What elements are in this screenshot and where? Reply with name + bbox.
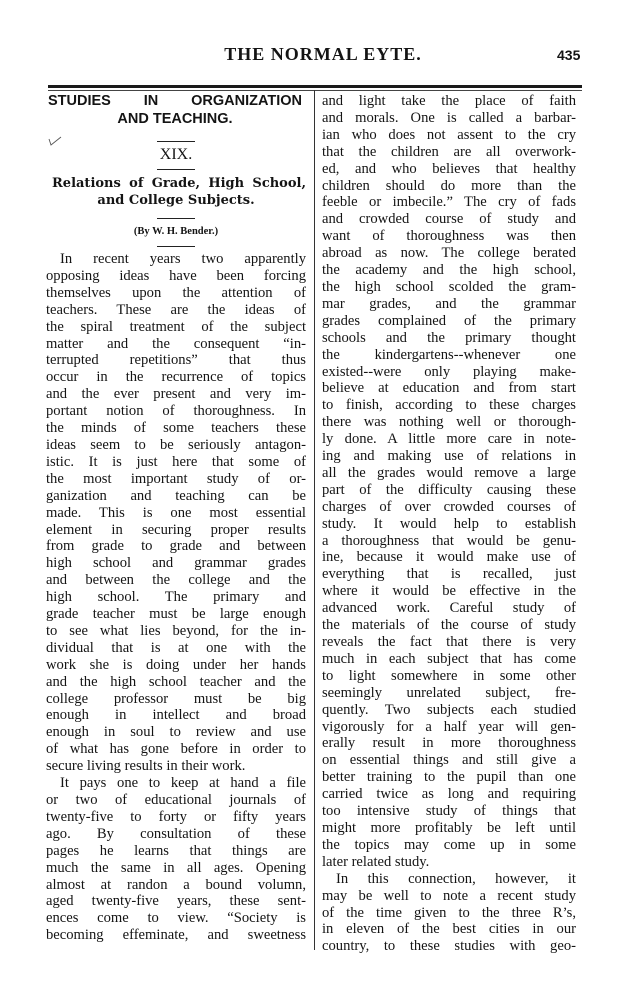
- text-line: quently. Two subjects each studied: [322, 701, 576, 718]
- text-line: of what has gone before in order to: [46, 741, 306, 758]
- text-line: might more profitably be left until: [322, 819, 576, 836]
- text-line: to see what lies beyond, for the in-: [46, 622, 306, 639]
- text-line: the kindergartens--whenever one: [322, 346, 576, 363]
- text-line: In this connection, however, it: [336, 870, 576, 887]
- text-line: to light somewhere in some other: [322, 667, 576, 684]
- text-line: opposing ideas have been forcing: [46, 267, 306, 284]
- left-body-text: [46, 251, 306, 944]
- text-line: the minds of some teachers these: [46, 420, 306, 437]
- article-number: XIX.: [159, 146, 193, 163]
- text-line: ine, because it would make use of: [322, 549, 576, 566]
- text-line: reveals the fact that there is very: [322, 634, 576, 650]
- text-line: better training to the pupil than one: [322, 769, 576, 786]
- text-line: twenty-five to forty or fifty years: [46, 808, 306, 825]
- text-line: ences come to view. “Society is: [46, 910, 306, 927]
- series-title-line1: STUDIES IN ORGANIZATION: [48, 93, 302, 109]
- text-line: want of thoroughness was then: [322, 228, 576, 245]
- text-line: almost at randon a bound volumn,: [46, 876, 306, 893]
- text-line: the topics may come up in some: [322, 836, 576, 853]
- text-line: the materials of the course of study: [322, 617, 576, 634]
- article-title-line2: and College Subjects.: [97, 193, 255, 208]
- text-line: the high school scolded the gram-: [322, 278, 576, 295]
- text-line: becoming effeminate, and sweetness: [46, 927, 306, 944]
- text-line: portant notion of thoroughness. In: [46, 403, 306, 420]
- header-rule-thick: [48, 85, 582, 88]
- right-body-text: [322, 93, 576, 955]
- text-line: from grade to grade and between: [46, 538, 306, 555]
- article-title: [46, 175, 306, 209]
- text-line: aged twenty-five years, these sent-: [46, 893, 306, 910]
- text-line: and morals. One is called a barbar-: [322, 109, 576, 126]
- text-line: dividual that is at one with the: [46, 639, 306, 656]
- text-line: ganization and teaching can be: [46, 487, 306, 504]
- text-line: advanced work. Careful study of: [322, 600, 576, 617]
- text-line: charges of over crowded courses of: [322, 498, 576, 515]
- text-line: there was nothing well or thorough-: [322, 414, 576, 431]
- text-line: feeble or imbecile.” The cry of fads: [322, 194, 576, 211]
- text-line: part of the difficulty causing these: [322, 481, 576, 498]
- text-line: ago. By consultation of these: [46, 825, 306, 842]
- running-head: [0, 44, 635, 68]
- text-line: and between the college and the: [46, 572, 306, 589]
- text-line: may be well to note a recent study: [322, 887, 576, 904]
- text-line: themselves upon the attention of: [46, 284, 306, 301]
- text-line: where it would be effective in the: [322, 583, 576, 600]
- text-line: istic. It is just here that some of: [46, 453, 306, 470]
- text-line: secure living results in their work.: [46, 758, 246, 775]
- text-line: ian who does not assent to the cry: [322, 126, 576, 143]
- header-rule-thin: [48, 90, 582, 91]
- series-title: [48, 92, 302, 128]
- text-line: and crowded course of study and: [322, 211, 576, 228]
- column-divider: [314, 90, 315, 950]
- text-line: or two of educational journals of: [46, 792, 306, 808]
- text-line: and the ever present and very im-: [46, 386, 306, 403]
- text-line: all the grades would remove a large: [322, 464, 576, 481]
- running-title: THE NORMAL EYTE.: [224, 44, 422, 64]
- text-line: to finish, according to these charges: [322, 397, 576, 414]
- text-line: ed, and who believes that healthy: [322, 160, 576, 177]
- text-line: country, to these studies with geo-: [322, 938, 576, 955]
- text-line: believe at education and from start: [322, 380, 576, 397]
- text-line: everything that is recalled, just: [322, 566, 576, 583]
- text-line: In recent years two apparently: [60, 251, 306, 267]
- text-line: grades complained of the primary: [322, 312, 576, 329]
- byline: (By W. H. Bender.): [133, 226, 219, 237]
- text-line: schools and the primary thought: [322, 329, 576, 346]
- text-line: erally result in more thoroughness: [322, 735, 576, 752]
- text-line: later related study.: [322, 853, 430, 870]
- text-line: ing and making use of relations in: [322, 448, 576, 465]
- text-line: vigorously for a half year will gen-: [322, 718, 576, 735]
- text-line: terrupted repetitions” that thus: [46, 352, 306, 369]
- text-line: mar grades, and the grammar: [322, 295, 576, 312]
- text-line: carried twice as long and requiring: [322, 786, 576, 803]
- text-line: made. This is one most essential: [46, 504, 306, 521]
- text-line: and the high school teacher and the: [46, 673, 306, 690]
- text-line: in eleven of the best cities in our: [322, 921, 576, 938]
- text-line: enough in soul to review and use: [46, 724, 306, 741]
- text-line: ideas seem to be seriously antagon-: [46, 436, 306, 453]
- text-line: teachers. These are the ideas of: [46, 301, 306, 318]
- text-line: of the time given to the three R’s,: [322, 904, 576, 921]
- text-line: the most important study of or-: [46, 470, 306, 487]
- text-line: element in securing proper results: [46, 521, 306, 538]
- text-line: seemingly unrelated subject, fre-: [322, 684, 576, 701]
- text-line: that the children are all overwork-: [322, 143, 576, 160]
- text-line: matter and the consequent “in-: [46, 335, 306, 352]
- left-column: [46, 92, 306, 944]
- text-line: children should do more than the: [322, 177, 576, 194]
- text-line: too intensive study of things that: [322, 803, 576, 820]
- text-line: enough in intellect and broad: [46, 707, 306, 724]
- text-line: high school. The primary and: [46, 589, 306, 606]
- page-number: 435: [557, 47, 581, 63]
- text-line: occur in the recurrence of topics: [46, 369, 306, 386]
- text-line: study. It would help to establish: [322, 515, 576, 532]
- text-line: high school and grammar grades: [46, 555, 306, 572]
- text-line: a thoroughness that would be genu-: [322, 532, 576, 549]
- text-line: the academy and the high school,: [322, 262, 576, 279]
- text-line: It pays one to keep at hand a file: [60, 775, 306, 792]
- text-line: grade teacher must be large enough: [46, 606, 306, 623]
- text-line: ly done. A little more care in note-: [322, 431, 576, 448]
- text-line: the spiral treatment of the subject: [46, 318, 306, 335]
- text-line: existed--were only playing make-: [322, 363, 576, 380]
- text-line: pages he learns that things are: [46, 842, 306, 859]
- text-line: much the same in all ages. Opening: [46, 859, 306, 876]
- text-line: work she is doing under her hands: [46, 656, 306, 673]
- text-line: on essential things and still give a: [322, 752, 576, 769]
- text-line: abroad as now. The college berated: [322, 245, 576, 262]
- right-column: [322, 92, 576, 955]
- series-title-line2: AND TEACHING.: [117, 111, 233, 127]
- text-line: much in each subject that has come: [322, 650, 576, 667]
- text-line: and light take the place of faith: [322, 93, 576, 109]
- article-title-line1: Relations of Grade, High School,: [52, 176, 306, 191]
- text-line: college professor must be big: [46, 690, 306, 707]
